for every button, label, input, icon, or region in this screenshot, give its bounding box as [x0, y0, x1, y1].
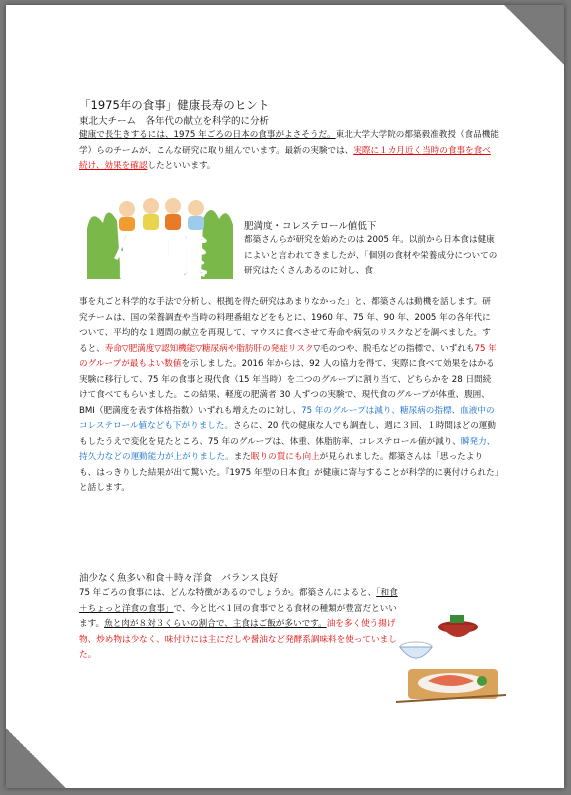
subtitle: 東北大チーム 各年代の献立を科学的に分析 [79, 116, 270, 127]
person-figures [119, 198, 204, 231]
s1-red-1: 寿命▽肥満度▽認知機能▽糖尿病や脂肪肝の発症リスク [104, 343, 314, 354]
intro-text-1: 東北大学大学院の都築毅准教授（食品機能学）らのチームが、こんな研究に取り組んでいます。最新の実験では、 [79, 130, 499, 156]
s1-text-3: を示しました。2016 年からは、92 人の協力を得て、実際に食べて効果をはかる実験に移行して、75 年の食事と現代食（15 年当時）を二つのグループに割り当て、どちらかを 28 日間続けて食べてもらいました。この結果、軽度の肥満者 30 人ずつの実験で、現代食のグループが体重、腹囲、BMI（肥満度を表す体格指数）いずれも増えたのに対し、 [79, 359, 495, 416]
section2-heading: 油少なく魚多い和食＋時々洋食 バランス良好 [79, 573, 279, 584]
s1-blue-1: 75 年のグループは減り、糖尿病の指標、血液中のコレステロール値なども下がりました。 [79, 405, 495, 431]
s2-text-2: で、今と比べ１回の食事でとる食材の種類が豊富だといいます。 [79, 603, 397, 629]
intro-text-2: したといいます。 [147, 161, 216, 171]
elderly-health-illustration [81, 193, 239, 281]
s2-text-1: 75 年ごろの食事には、どんな特徴があるのでしょうか。都築さんによると、 [79, 588, 377, 598]
s1-text-4: さらに、20 代の健康な人でも調査し、週に３回、１時間ほどの運動もしたうえで変化を見たところ、75 年のグループは、体重、体脂肪率、コレステロール値が減り、 [79, 421, 496, 447]
section2-body [79, 586, 399, 664]
s1-text-1: 事を丸ごと科学的な手法で分析し、根拠を得た研究はあまりなかった」と、都築さんは動機を話します。研究チームは、国の栄養調査や当時の料理番組などをもとに、1960 年、75 年、90 年、2005 年の各年代について、平均的な１週間の献立を再現して、マウスに食べさせて寿命や病気のリスクなどを調べました。すると、 [79, 297, 491, 354]
japanese-meal-illustration [396, 605, 506, 705]
s1-red-2: 75 年のグループが最もよい数値 [79, 343, 497, 369]
page-corner-fold [6, 728, 66, 788]
s1-text-5: また [233, 452, 251, 462]
intro-red: 実際に１カ月近く当時の食事を食べ続け、効果を確認 [79, 145, 491, 171]
s1-blue-2: 瞬発力、持久力などの運動能力が上がりました。 [79, 436, 496, 462]
section1-intro: 都築さんらが研究を始めたのは 2005 年。以前から日本食は健康によいと言われてきましたが、「個別の食材や栄養成分についての研究はたくさんあるのに対し、食 [244, 235, 498, 276]
intro-underlined: 健康で長生きするには、1975 年ごろの日本の食事がよさそうだ。 [79, 130, 336, 140]
s2-underlined-2: 魚と肉が８対３くらいの割合で、主食はご飯が多いです。 [104, 619, 327, 629]
s1-text-6: が見られました。都築さんは「思ったよりも、はっきりした結果が出て驚いた。『1975 年型の日本食』が健康に寄与することが科学的に裏付けられた」と話します。 [79, 452, 499, 493]
s1-red-3: 眠りの質にも向上 [250, 452, 320, 462]
intro-paragraph [79, 128, 499, 175]
document-page [6, 5, 564, 788]
page-corner-fold [504, 5, 564, 65]
illustration-kanji: 健康 [115, 230, 207, 281]
s2-underlined-1: 「和食＋ちょっと洋食の食事」 [79, 588, 398, 614]
s2-red-1: 油を多く使う揚げ物、炒め物は少なく、味付けには主にだしや醤油など発酵系調味料を使っていました。 [79, 619, 397, 660]
section1-heading: 肥満度・コレステロール値低下 [244, 221, 377, 232]
page-title: 「1975年の食事」健康長寿のヒント [79, 98, 270, 112]
section1-body [79, 295, 499, 497]
s1-text-2: ▽毛のつや、脱毛などの指標で、いずれも [313, 343, 475, 354]
